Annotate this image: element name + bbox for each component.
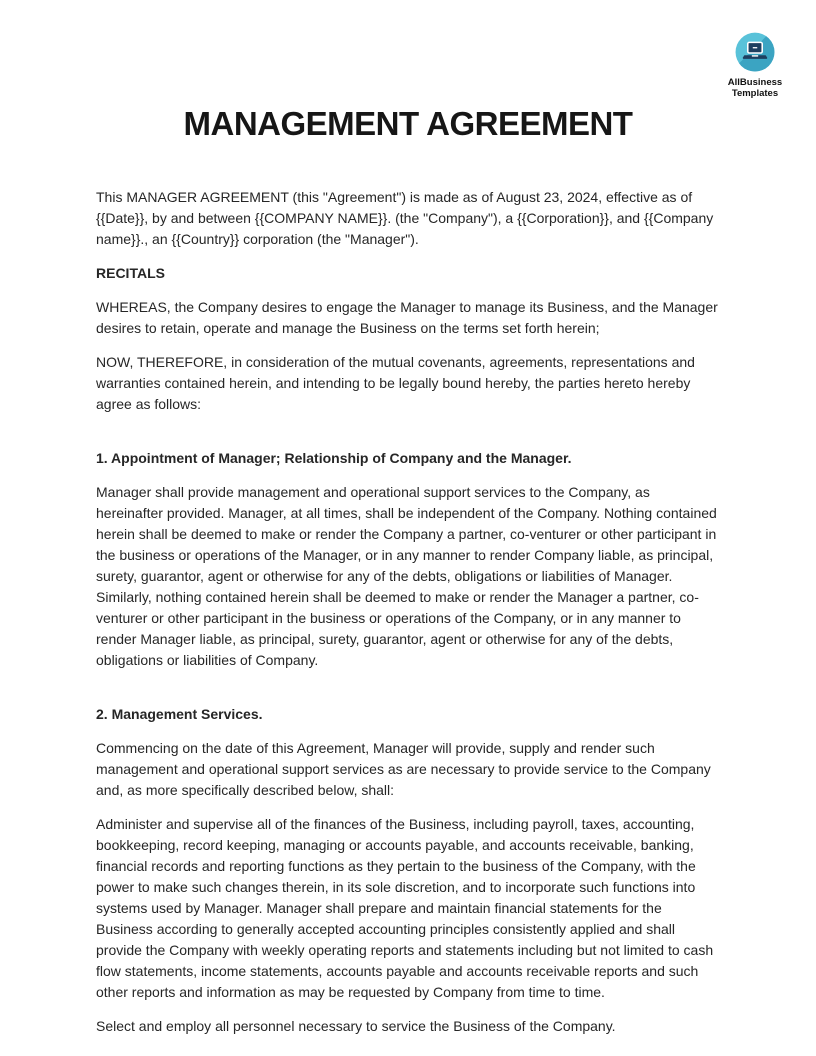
section-1-paragraph: Manager shall provide management and operational support services to the Company, as hereinafter provided. Manager, at all times, shall be independent of the Company. Nothing contained herein shall be deemed to make or render the Company a partner, co-venturer or other participant in the business or operations of the Manager, or in any manner to render Company liable, as principal, surety, guarantor, agent or otherwise for any of the debts, obligations or liabilities of Manager. Similarly, nothing contained herein shall be deemed to make or render the Manager a partner, co-venturer or other participant in the business or operations of the Company, or in any manner to render Manager liable, as principal, surety, guarantor, agent or otherwise for any of the debts, obligations or liabilities of Company.: [96, 483, 717, 668]
section-2-intro-paragraph: Commencing on the date of this Agreement, Manager will provide, supply and render such management and operational support services as are necessary to provide service to the Company and, as more specifically described below, shall:: [96, 739, 711, 798]
section-1-heading: 1. Appointment of Manager; Relationship of Company and the Manager.: [96, 449, 572, 466]
logo-text-line1: AllBusiness: [727, 77, 783, 88]
section-2-heading: 2. Management Services.: [96, 705, 263, 722]
now-therefore-paragraph: NOW, THEREFORE, in consideration of the mutual covenants, agreements, representations and warranties contained herein, and intending to be legally bound hereby, the parties hereto hereby agree as follows:: [96, 353, 695, 412]
logo-text-line2: Templates: [731, 87, 779, 99]
document-title: MANAGEMENT AGREEMENT: [183, 105, 633, 142]
document-body: [96, 187, 720, 1037]
personnel-paragraph: Select and employ all personnel necessary to service the Business of the Company.: [96, 1017, 616, 1034]
recitals-heading: RECITALS: [96, 264, 165, 281]
intro-paragraph: This MANAGER AGREEMENT (this "Agreement") is made as of August 23, 2024, effective as of {{Date}}, by and between {{COMPANY NAME}}. (the "Company"), a {{Corporation}}, and {{Company name}}., an {{Country}} corporation (the "Manager").: [96, 188, 714, 247]
finances-paragraph: Administer and supervise all of the finances of the Business, including payroll, taxes, accounting, bookkeeping, record keeping, managing or accounts payable, and accounts receivable, banking, financial records and reporting functions as they pertain to the business of the Company, with the power to make such changes therein, in its sole discretion, and to incorporate such functions into systems used by Manager. Manager shall prepare and maintain financial statements for the Business according to generally accepted accounting principles consistently applied and shall provide the Company with weekly operating reports and statements including but not limited to cash flow statements, income statements, accounts payable and accounts receivable reports and such other reports and information as may be requested by Company from time to time.: [96, 815, 714, 1000]
document-content: [96, 0, 720, 1050]
allbusiness-templates-logo: [722, 28, 788, 99]
whereas-paragraph: WHEREAS, the Company desires to engage the Manager to manage its Business, and the Manager desires to retain, operate and manage the Business on the terms set forth herein;: [96, 298, 718, 336]
